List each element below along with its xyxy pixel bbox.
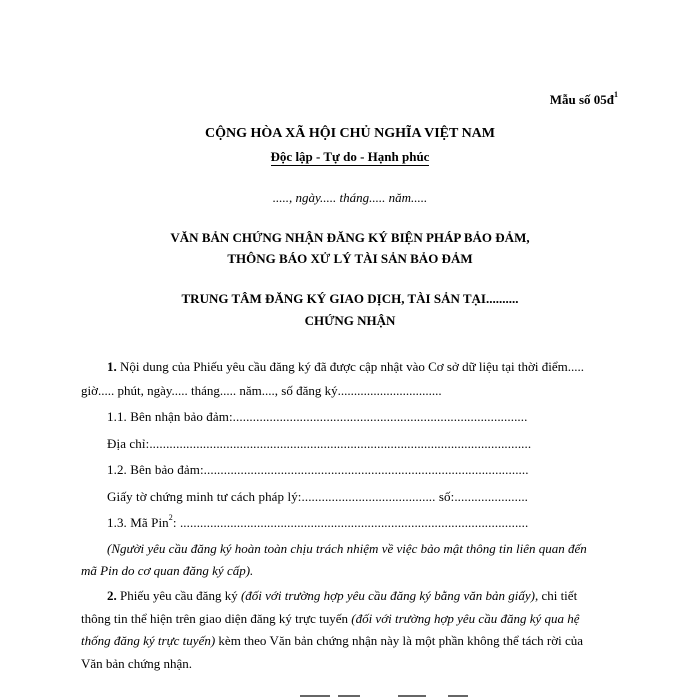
legal-status-field: Giấy tờ chứng minh tư cách pháp lý:........................................ số:...................... <box>107 489 529 504</box>
para2-line1: 2. Phiếu yêu cầu đăng ký (đối với trường hợp yêu cầu đăng ký bằng văn bản giấy), chi tiết <box>107 588 578 603</box>
para2-line2: thông tin thể hiện trên giao diện đăng ký trực tuyến (đối với trường hợp yêu cầu đăng ký qua hệ <box>81 611 580 626</box>
footnote-ref-2: 2 <box>168 513 173 522</box>
footnote-ref-1: 1 <box>614 90 618 99</box>
pin-field: 1.3. Mã Pin$^2$: ........................................................................................................ <box>107 513 529 530</box>
para2-line4: Văn bản chứng nhận. <box>81 656 193 671</box>
address-field: Địa chỉ:.................................................................................................................. <box>107 436 532 451</box>
document-title-line-2: THÔNG BÁO XỬ LÝ TÀI SẢN BẢO ĐẢM <box>227 251 473 266</box>
para2-line3: thống đăng ký trực tuyến) kèm theo Văn bản chứng nhận này là một phần không thể tách rời của <box>81 633 583 648</box>
certify-line: CHỨNG NHẬN <box>304 313 396 328</box>
guarantor-field: 1.2. Bên bảo đảm:................................................................................................. <box>107 462 529 477</box>
document-title-line-1: VĂN BẢN CHỨNG NHẬN ĐĂNG KÝ BIỆN PHÁP BẢO ĐẢM, <box>170 230 530 245</box>
pin-note-line1: (Người yêu cầu đăng ký hoàn toàn chịu trách nhiệm về việc bảo mật thông tin liên quan đến <box>107 541 587 556</box>
para1-line1: 1. Nội dung của Phiếu yêu cầu đăng ký đã được cập nhật vào Cơ sở dữ liệu tại thời điểm..... <box>107 359 584 374</box>
national-title: CỘNG HÒA XÃ HỘI CHỦ NGHĨA VIỆT NAM <box>204 126 495 141</box>
cut-off-line <box>0 690 700 700</box>
form-number: Mẫu số $05đ^1$ <box>549 90 618 107</box>
date-line: ....., ngày..... tháng..... năm..... <box>272 190 428 205</box>
issuer-line: TRUNG TÂM ĐĂNG KÝ GIAO DỊCH, TÀI SẢN TẠI.......... <box>181 291 519 306</box>
receiver-field: 1.1. Bên nhận bảo đảm:........................................................................................ <box>107 409 528 424</box>
para1-line2: giờ..... phút, ngày..... tháng..... năm...., số đăng ký................................ <box>81 383 442 398</box>
pin-note-line2: mã Pin do cơ quan đăng ký cấp). <box>81 563 254 578</box>
motto: Độc lập - Tự do - Hạnh phúc <box>270 149 430 164</box>
